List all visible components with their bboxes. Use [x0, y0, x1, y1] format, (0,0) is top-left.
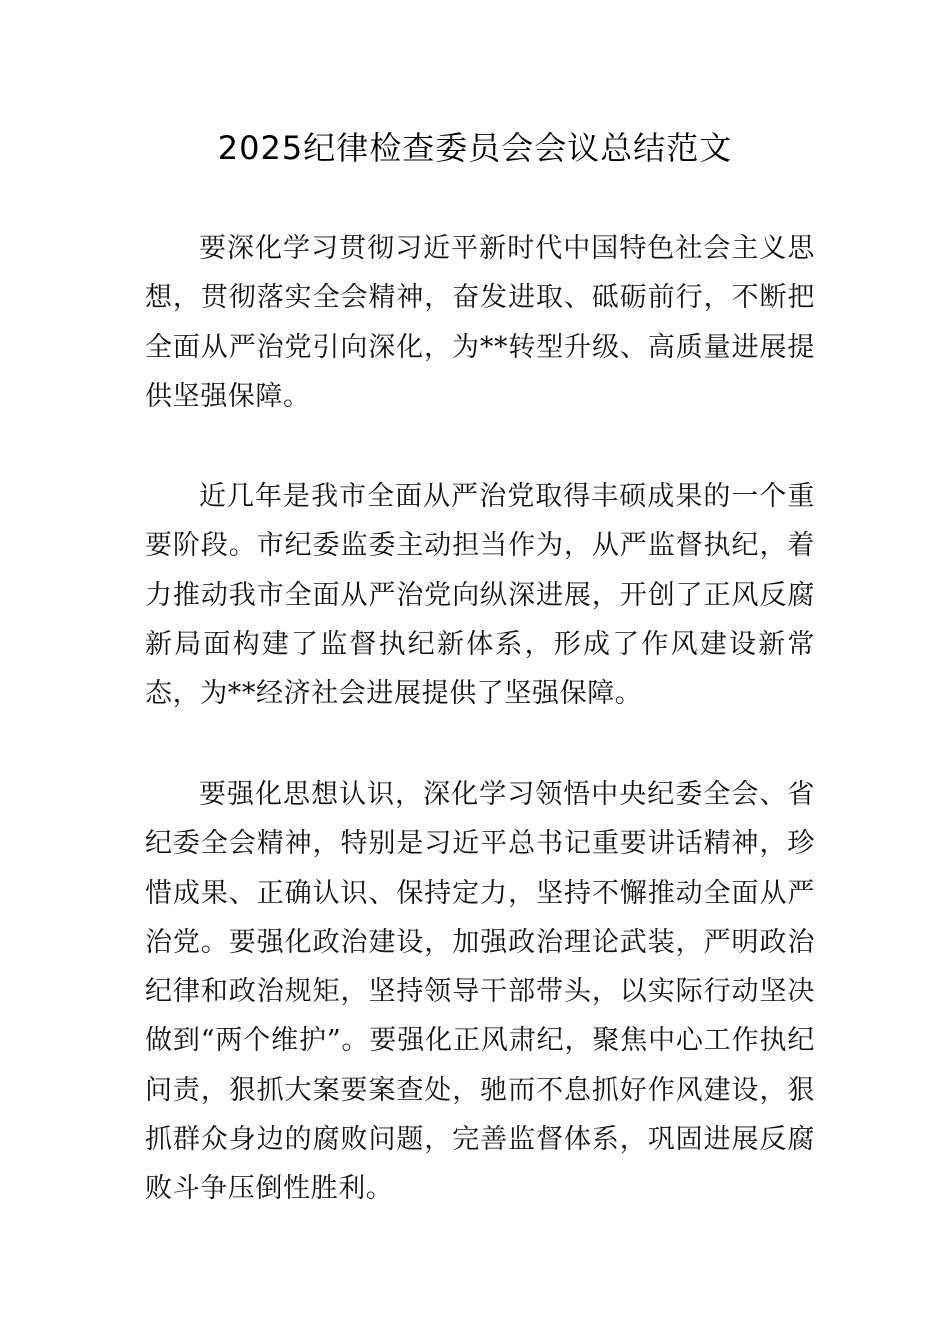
document-title: 2025纪律检查委员会会议总结范文: [217, 129, 733, 167]
paragraph-1: 要深化学习贯彻习近平新时代中国特色社会主义思想，贯彻落实全会精神，奋发进取、砥砺前行，不断把全面从严治党引向深化，为**转型升级、高质量进展提供坚强保障。: [145, 233, 815, 412]
paragraph-2: 近几年是我市全面从严治党取得丰硕成果的一个重要阶段。市纪委监委主动担当作为，从严监督执纪，着力推动我市全面从严治党向纵深进展，开创了正风反腐新局面构建了监督执纪新体系，形成了作风建设新常态，为**经济社会进展提供了坚强保障。: [145, 481, 815, 710]
paragraph-3: 要强化思想认识，深化学习领悟中央纪委全会、省纪委全会精神，特别是习近平总书记重要讲话精神，珍惜成果、正确认识、保持定力，坚持不懈推动全面从严治党。要强化政治建设，加强政治理论武装，严明政治纪律和政治规矩，坚持领导干部带头，以实际行动坚决做到“两个维护”。要强化正风肃纪，聚焦中心工作执纪问责，狠抓大案要案查处，驰而不息抓好作风建设，狠抓群众身边的腐败问题，完善监督体系，巩固进展反腐败斗争压倒性胜利。: [145, 779, 815, 1205]
